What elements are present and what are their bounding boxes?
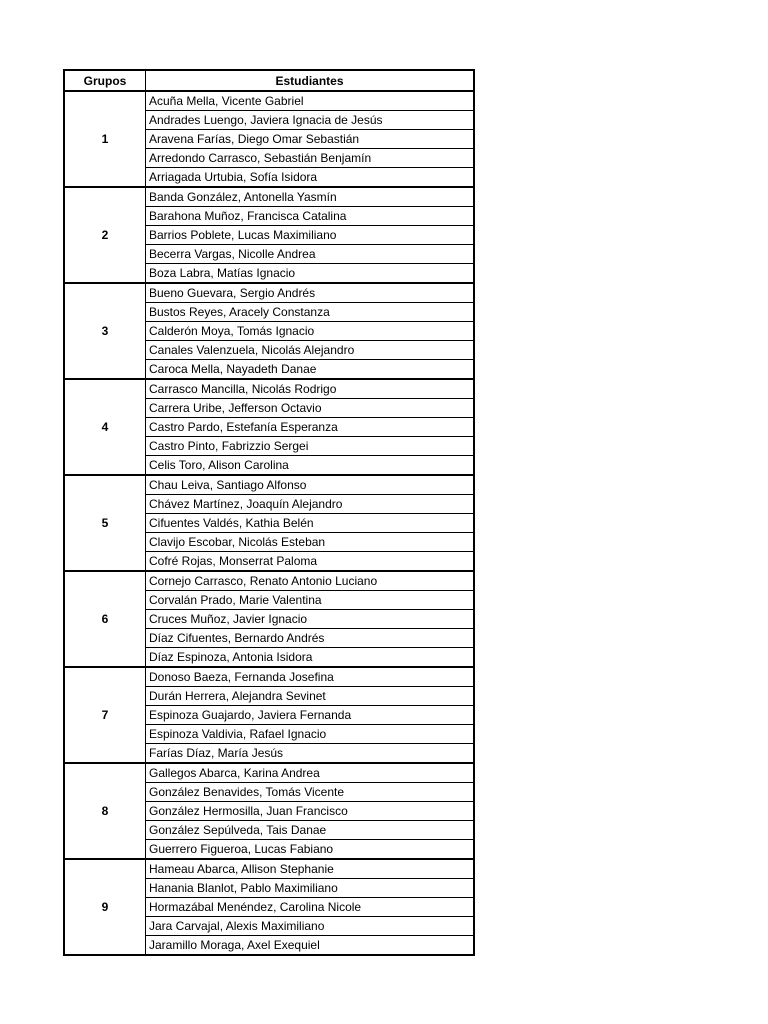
student-name: Clavijo Escobar, Nicolás Esteban xyxy=(146,533,475,552)
table-row xyxy=(64,283,474,303)
student-name: Calderón Moya, Tomás Ignacio xyxy=(146,322,475,341)
student-name: Farías Díaz, María Jesús xyxy=(146,744,475,764)
student-name: Cifuentes Valdés, Kathia Belén xyxy=(146,514,475,533)
table-row xyxy=(64,187,474,207)
table-row xyxy=(64,763,474,783)
student-name: Aravena Farías, Diego Omar Sebastián xyxy=(146,130,475,149)
group-number: 6 xyxy=(64,571,146,667)
header-groups: Grupos xyxy=(64,70,146,91)
student-name: Bustos Reyes, Aracely Constanza xyxy=(146,303,475,322)
student-name: Donoso Baeza, Fernanda Josefina xyxy=(146,667,475,687)
student-name: González Sepúlveda, Tais Danae xyxy=(146,821,475,840)
student-name: Becerra Vargas, Nicolle Andrea xyxy=(146,245,475,264)
student-name: Banda González, Antonella Yasmín xyxy=(146,187,475,207)
student-name: Castro Pinto, Fabrizzio Sergei xyxy=(146,437,475,456)
roster-body xyxy=(64,91,474,955)
student-name: Jara Carvajal, Alexis Maximiliano xyxy=(146,917,475,936)
student-name: Cornejo Carrasco, Renato Antonio Luciano xyxy=(146,571,475,591)
student-name: Andrades Luengo, Javiera Ignacia de Jesús xyxy=(146,111,475,130)
student-name: Chau Leiva, Santiago Alfonso xyxy=(146,475,475,495)
group-number: 8 xyxy=(64,763,146,859)
student-name: Hanania Blanlot, Pablo Maximiliano xyxy=(146,879,475,898)
group-number: 9 xyxy=(64,859,146,955)
table-row xyxy=(64,859,474,879)
student-name: Cruces Muñoz, Javier Ignacio xyxy=(146,610,475,629)
student-name: González Benavides, Tomás Vicente xyxy=(146,783,475,802)
student-name: Boza Labra, Matías Ignacio xyxy=(146,264,475,284)
student-name: Díaz Cifuentes, Bernardo Andrés xyxy=(146,629,475,648)
header-students: Estudiantes xyxy=(146,70,475,91)
student-name: Hameau Abarca, Allison Stephanie xyxy=(146,859,475,879)
student-name: Hormazábal Menéndez, Carolina Nicole xyxy=(146,898,475,917)
group-number: 1 xyxy=(64,91,146,187)
student-name: Guerrero Figueroa, Lucas Fabiano xyxy=(146,840,475,860)
student-name: Celis Toro, Alison Carolina xyxy=(146,456,475,476)
student-name: Castro Pardo, Estefanía Esperanza xyxy=(146,418,475,437)
student-name: Bueno Guevara, Sergio Andrés xyxy=(146,283,475,303)
student-name: Carrera Uribe, Jefferson Octavio xyxy=(146,399,475,418)
student-name: Cofré Rojas, Monserrat Paloma xyxy=(146,552,475,572)
student-groups-table xyxy=(63,69,475,956)
group-number: 5 xyxy=(64,475,146,571)
student-name: Canales Valenzuela, Nicolás Alejandro xyxy=(146,341,475,360)
student-name: Espinoza Valdivia, Rafael Ignacio xyxy=(146,725,475,744)
student-name: Gallegos Abarca, Karina Andrea xyxy=(146,763,475,783)
student-name: González Hermosilla, Juan Francisco xyxy=(146,802,475,821)
table-row xyxy=(64,571,474,591)
student-name: Acuña Mella, Vicente Gabriel xyxy=(146,91,475,111)
student-name: Díaz Espinoza, Antonia Isidora xyxy=(146,648,475,668)
table-row xyxy=(64,379,474,399)
table-row xyxy=(64,91,474,111)
group-number: 2 xyxy=(64,187,146,283)
group-number: 3 xyxy=(64,283,146,379)
student-name: Arredondo Carrasco, Sebastián Benjamín xyxy=(146,149,475,168)
group-number: 4 xyxy=(64,379,146,475)
group-number: 7 xyxy=(64,667,146,763)
student-name: Barahona Muñoz, Francisca Catalina xyxy=(146,207,475,226)
student-name: Espinoza Guajardo, Javiera Fernanda xyxy=(146,706,475,725)
table-row xyxy=(64,667,474,687)
header-row xyxy=(64,70,474,91)
table-row xyxy=(64,475,474,495)
student-name: Barrios Poblete, Lucas Maximiliano xyxy=(146,226,475,245)
student-name: Carrasco Mancilla, Nicolás Rodrigo xyxy=(146,379,475,399)
student-name: Corvalán Prado, Marie Valentina xyxy=(146,591,475,610)
student-name: Caroca Mella, Nayadeth Danae xyxy=(146,360,475,380)
student-name: Durán Herrera, Alejandra Sevinet xyxy=(146,687,475,706)
student-name: Arriagada Urtubia, Sofía Isidora xyxy=(146,168,475,188)
student-name: Chávez Martínez, Joaquín Alejandro xyxy=(146,495,475,514)
student-name: Jaramillo Moraga, Axel Exequiel xyxy=(146,936,475,956)
